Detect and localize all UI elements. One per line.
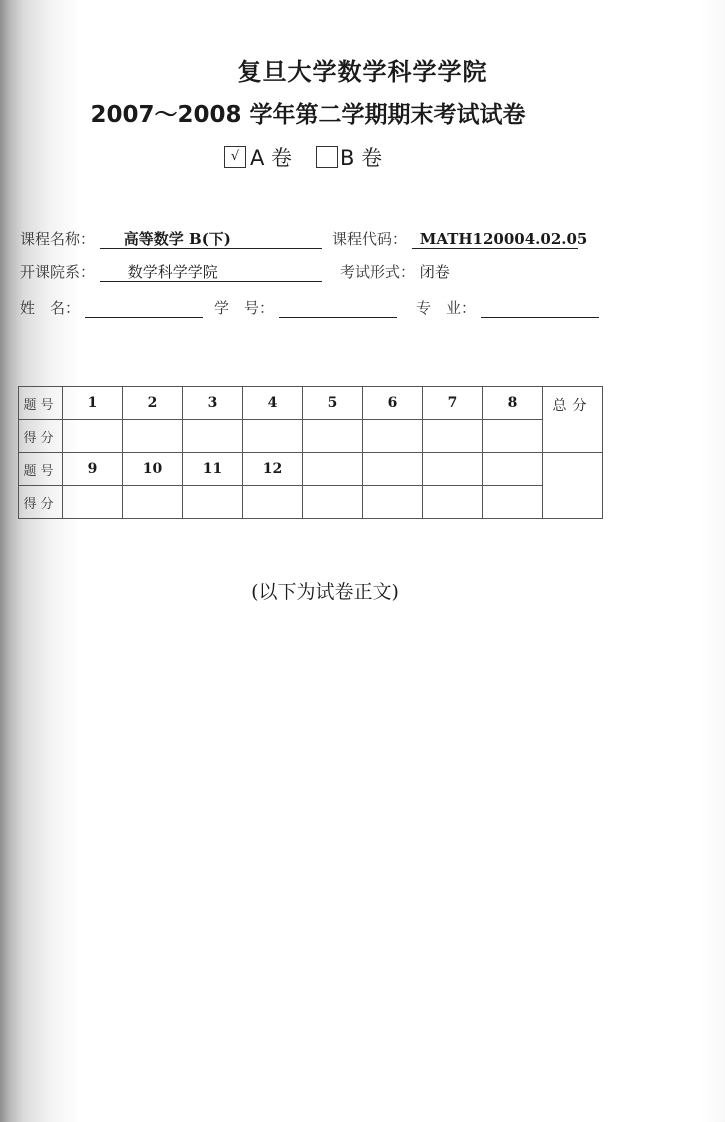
total-score-header: 总分: [543, 387, 603, 453]
question-header-1: 题号: [19, 387, 63, 420]
score-table: [18, 386, 603, 519]
course-name-label: 课程名称：: [20, 230, 96, 248]
score-cell[interactable]: [363, 486, 423, 519]
score-cell[interactable]: [303, 486, 363, 519]
question-number: 8: [483, 387, 543, 420]
student-name-field: [20, 297, 203, 318]
question-number: 1: [63, 387, 123, 420]
score-cell[interactable]: [63, 420, 123, 453]
question-number: 9: [63, 453, 123, 486]
major-field: [416, 297, 599, 318]
paper-b-checkbox[interactable]: [316, 146, 338, 168]
score-cell[interactable]: [423, 420, 483, 453]
question-number: 7: [423, 387, 483, 420]
course-code-label: 课程代码：: [332, 230, 408, 248]
paper-b-label: B 卷: [340, 146, 383, 170]
department-label: 开课院系：: [20, 263, 96, 281]
score-cell[interactable]: [423, 486, 483, 519]
body-start-note: (以下为试卷正文): [251, 581, 399, 603]
question-row-1: [19, 387, 603, 420]
score-cell[interactable]: [63, 486, 123, 519]
paper-a-label: A 卷: [250, 146, 293, 170]
student-id-field: [214, 297, 397, 318]
question-header-2: 题号: [19, 453, 63, 486]
department-value: 数学科学学院: [100, 263, 322, 282]
question-number: 6: [363, 387, 423, 420]
question-number: 5: [303, 387, 363, 420]
score-cell[interactable]: [183, 420, 243, 453]
student-id-label: 学 号：: [214, 299, 275, 317]
question-number: 3: [183, 387, 243, 420]
question-number: [483, 453, 543, 486]
score-row-2: [19, 486, 603, 519]
student-name-label: 姓 名：: [20, 299, 81, 317]
exam-title: 2007～2008 学年第二学期期末考试试卷: [90, 102, 526, 128]
score-row-1: [19, 420, 603, 453]
paper-a-checkbox[interactable]: √: [224, 146, 246, 168]
question-number: [363, 453, 423, 486]
course-code-field: [332, 228, 588, 249]
course-code-value: MATH120004.02.05: [412, 230, 578, 249]
score-cell[interactable]: [363, 420, 423, 453]
question-number: [423, 453, 483, 486]
major-blank[interactable]: [481, 317, 599, 318]
question-number: [303, 453, 363, 486]
question-number: 4: [243, 387, 303, 420]
question-number: 12: [243, 453, 303, 486]
question-number: 11: [183, 453, 243, 486]
course-name-field: [20, 228, 322, 249]
exam-format-field: [340, 261, 450, 282]
major-label: 专 业：: [416, 299, 477, 317]
score-cell[interactable]: [123, 420, 183, 453]
exam-format-value: 闭卷: [419, 263, 450, 281]
score-cell[interactable]: [243, 420, 303, 453]
score-cell[interactable]: [123, 486, 183, 519]
total-score-cell[interactable]: [543, 453, 603, 519]
exam-format-label: 考试形式：: [340, 263, 416, 281]
score-header-1: 得分: [19, 420, 63, 453]
university-title: 复旦大学数学科学学院: [237, 58, 488, 86]
department-field: [20, 261, 322, 282]
score-cell[interactable]: [483, 486, 543, 519]
student-name-blank[interactable]: [85, 317, 203, 318]
score-header-2: 得分: [19, 486, 63, 519]
student-id-blank[interactable]: [279, 317, 397, 318]
question-row-2: [19, 453, 603, 486]
score-cell[interactable]: [303, 420, 363, 453]
score-cell[interactable]: [183, 486, 243, 519]
question-number: 2: [123, 387, 183, 420]
score-cell[interactable]: [243, 486, 303, 519]
question-number: 10: [123, 453, 183, 486]
course-name-value: 高等数学 B(下): [100, 230, 322, 249]
paper-type-selector: [224, 142, 382, 172]
score-cell[interactable]: [483, 420, 543, 453]
